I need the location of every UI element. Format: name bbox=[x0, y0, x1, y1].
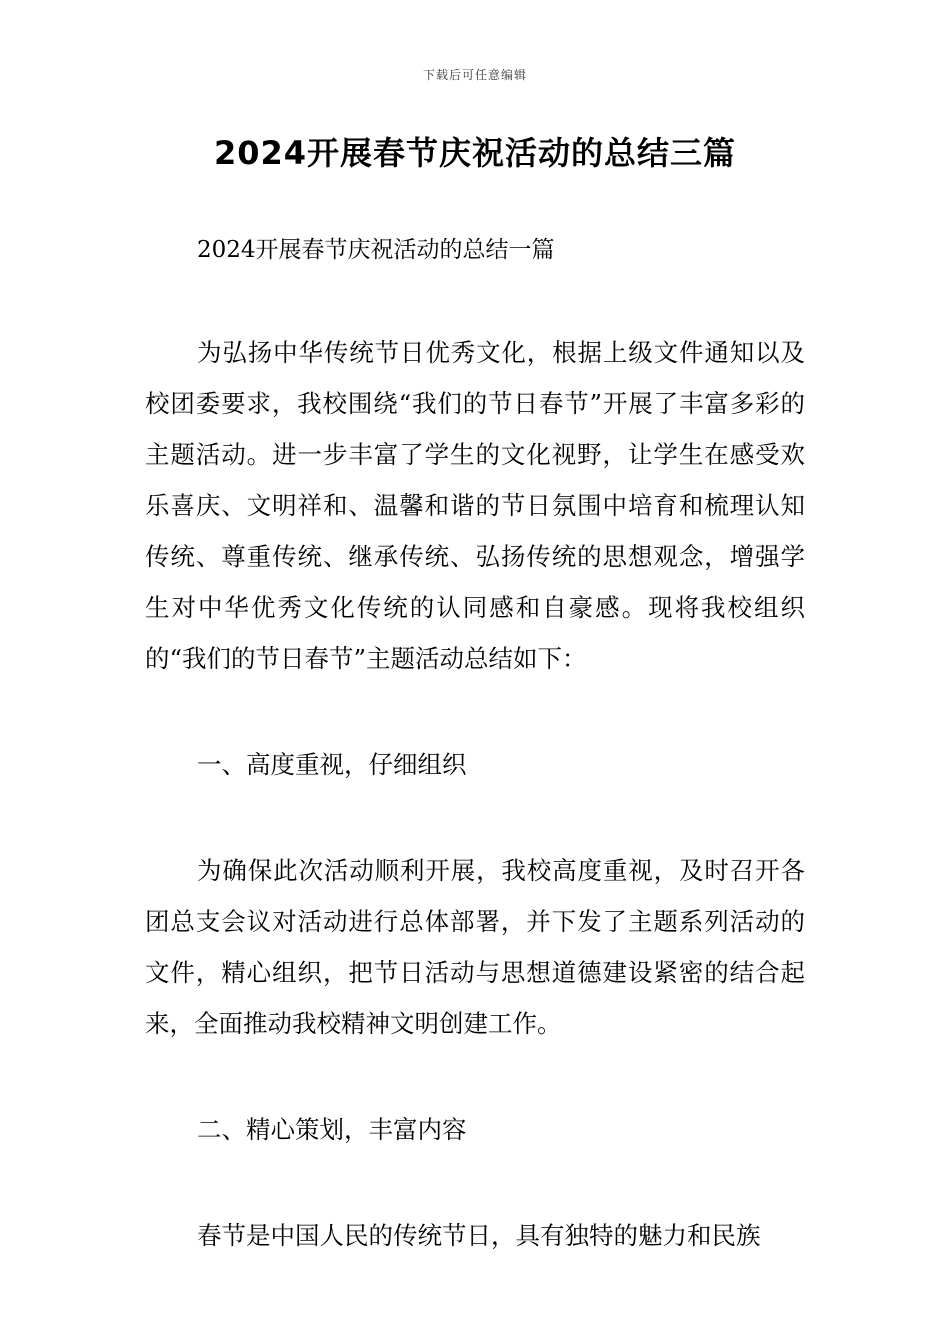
document-body bbox=[145, 230, 805, 1261]
section-subtitle: 2024开展春节庆祝活动的总结一篇 bbox=[197, 237, 555, 263]
spacer bbox=[145, 270, 805, 327]
paragraph-organization: 为确保此次活动顺利开展，我校高度重视，及时召开各团总支会议对活动进行总体部署，并下发了主题系列活动的文件，精心组织，把节日活动与思想道德建设紧密的结合起来，全面推动我校精神文明创建工作。 bbox=[145, 856, 805, 1038]
spacer bbox=[145, 790, 805, 845]
spacer bbox=[145, 1155, 805, 1210]
section-heading-1: 一、高度重视，仔细组织 bbox=[197, 750, 467, 779]
paragraph-intro: 为弘扬中华传统节日优秀文化，根据上级文件通知以及校团委要求，我校围绕“我们的节日春节”开展了丰富多彩的主题活动。进一步丰富了学生的文化视野，让学生在感受欢乐喜庆、文明祥和、温馨和谐的节日氛围中培育和梳理认知传统、尊重传统、继承传统、弘扬传统的思想观念，增强学生对中华优秀文化传统的认同感和自豪感。现将我校组织的“我们的节日春节”主题活动总结如下： bbox=[145, 338, 805, 673]
spacer bbox=[145, 684, 805, 739]
paragraph-spring-festival: 春节是中国人民的传统节日，具有独特的魅力和民族 bbox=[197, 1221, 761, 1250]
spacer bbox=[145, 1049, 805, 1104]
document-title: 2024开展春节庆祝活动的总结三篇 bbox=[213, 134, 737, 172]
header-note: 下载后可任意编辑 bbox=[422, 68, 527, 82]
section-heading-2: 二、精心策划，丰富内容 bbox=[197, 1115, 467, 1144]
